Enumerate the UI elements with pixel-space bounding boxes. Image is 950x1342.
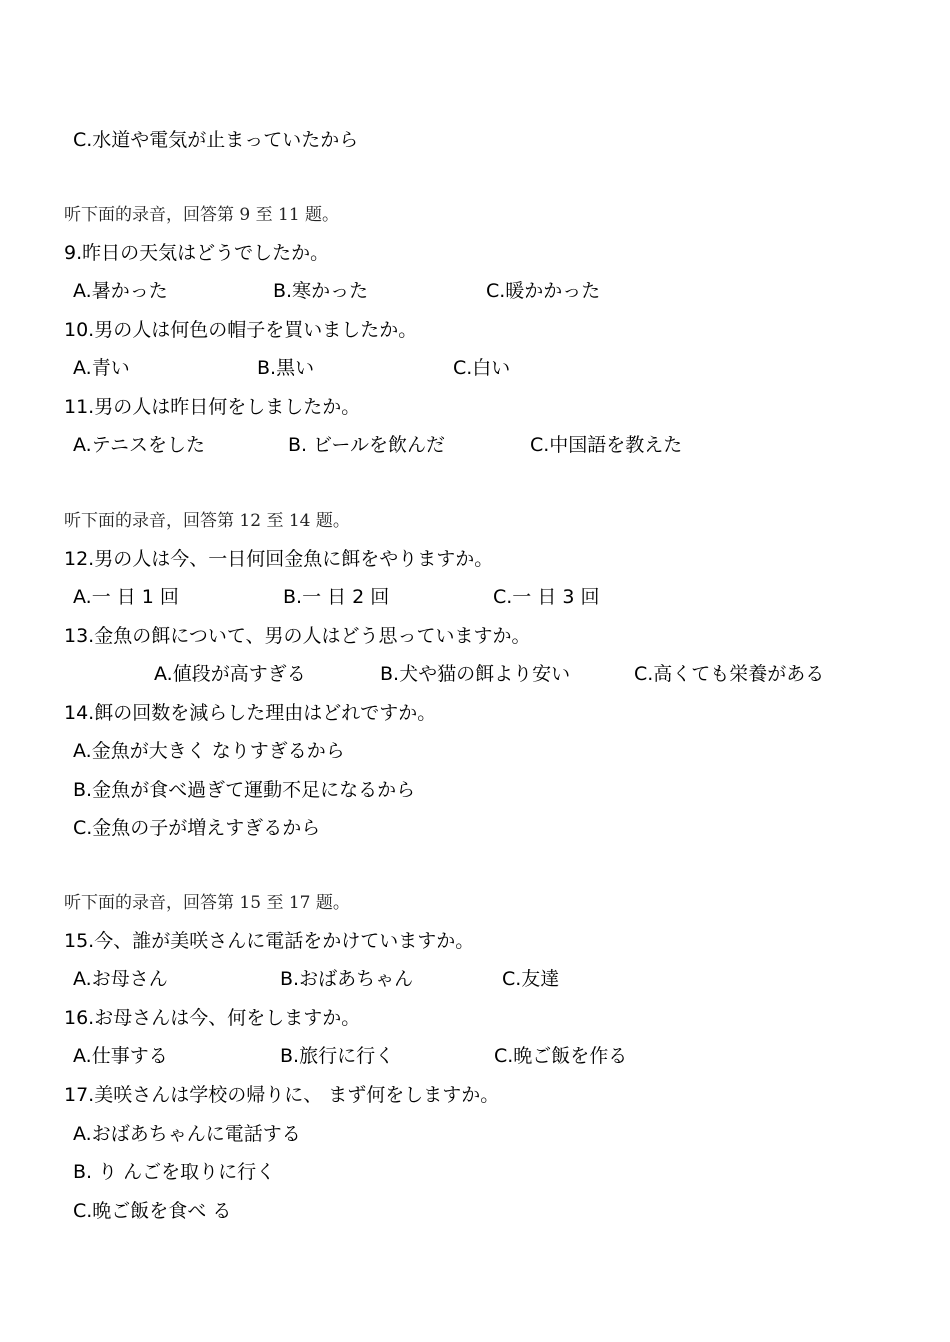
q16-option-a: A.仕事する [73,1045,168,1067]
question-14: 14.餌の回数を減らした理由はどれですか。 [64,702,437,724]
q12-option-c: C.一 日 3 回 [493,586,600,608]
question-17: 17.美咲さんは学校の帰りに、 まず何をしますか。 [64,1084,500,1106]
q9-option-c: C.暖かかった [486,280,601,302]
q11-option-b: B. ビールを飲んだ [288,434,445,456]
q15-option-c: C.友達 [502,968,560,990]
q9-option-b: B.寒かった [273,280,369,302]
q14-option-a: A.金魚が大きく なりすぎるから [73,740,345,762]
q17-option-b: B. り んごを取りに行く [73,1161,276,1183]
q13-option-c: C.高くても栄養がある [634,663,825,685]
section-heading-9-11: 听下面的录音，回答第 9 至 11 题。 [64,205,340,225]
q10-option-a: A.青い [73,357,130,379]
q15-option-a: A.お母さん [73,968,168,990]
q12-option-a: A.一 日 1 回 [73,586,179,608]
q9-option-a: A.暑かった [73,280,168,302]
q12-option-b: B.一 日 2 回 [283,586,390,608]
question-13: 13.金魚の餌について、男の人はどう思っていますか。 [64,625,531,647]
q13-option-b: B.犬や猫の餌より安い [380,663,571,685]
q13-option-a: A.値段が高すぎる [154,663,306,685]
q17-option-c: C.晩ご飯を食べ る [73,1200,232,1222]
q16-option-c: C.晩ご飯を作る [494,1045,628,1067]
section-heading-12-14: 听下面的录音，回答第 12 至 14 题。 [64,511,350,531]
question-10: 10.男の人は何色の帽子を買いましたか。 [64,319,418,341]
section-heading-15-17: 听下面的录音，回答第 15 至 17 题。 [64,893,350,913]
q11-option-c: C.中国語を教えた [530,434,683,456]
q11-option-a: A.テニスをした [73,434,205,456]
question-16: 16.お母さんは今、何をしますか。 [64,1007,361,1029]
question-9: 9.昨日の天気はどうでしたか。 [64,242,330,264]
question-11: 11.男の人は昨日何をしましたか。 [64,396,361,418]
q10-option-c: C.白い [453,357,511,379]
q16-option-b: B.旅行に行く [280,1045,395,1067]
q15-option-b: B.おばあちゃん [280,968,414,990]
q14-option-c: C.金魚の子が増えすぎるから [73,817,321,839]
q10-option-b: B.黒い [257,357,315,379]
q14-option-b: B.金魚が食べ過ぎて運動不足になるから [73,779,416,801]
option-c-water-electricity: C.水道や電気が止まっていたから [73,129,359,151]
question-12: 12.男の人は今、一日何回金魚に餌をやりますか。 [64,548,494,570]
q17-option-a: A.おばあちゃんに電話する [73,1123,301,1145]
question-15: 15.今、誰が美咲さんに電話をかけていますか。 [64,930,475,952]
